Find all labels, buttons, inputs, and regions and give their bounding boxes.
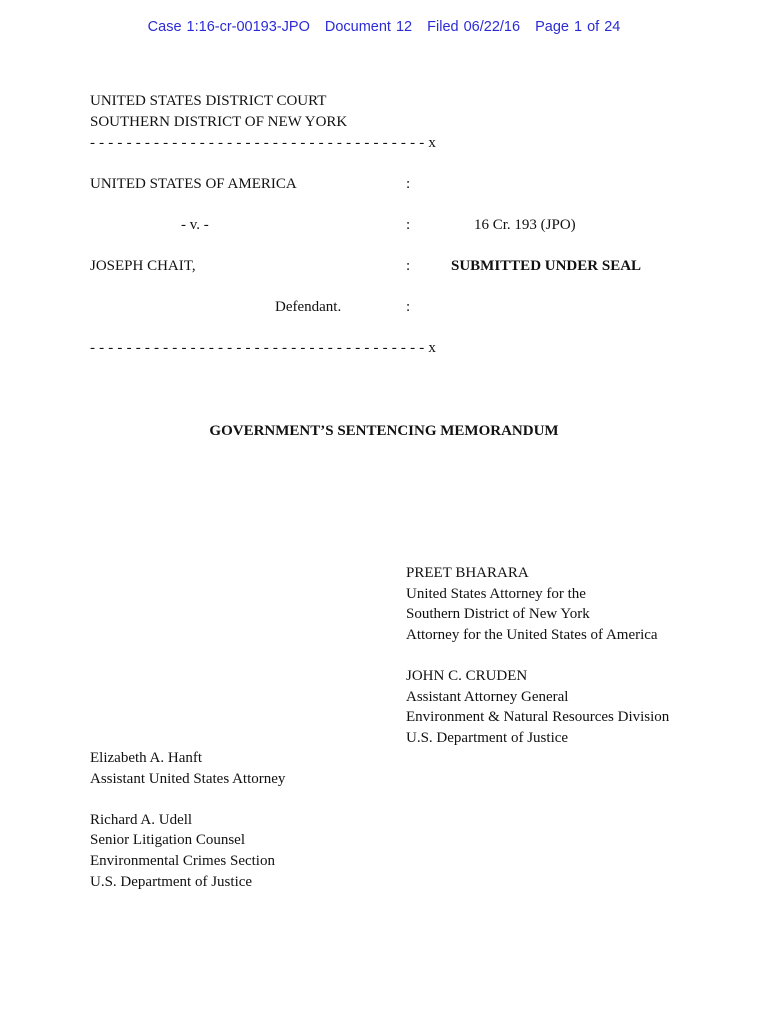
seal-notice: SUBMITTED UNDER SEAL (451, 258, 642, 274)
signature-line: Richard A. Udell (90, 811, 193, 828)
signature-line: United States Attorney for the (406, 585, 586, 602)
court-name: UNITED STATES DISTRICT COURT (90, 93, 327, 109)
signature-line: PREET BHARARA (406, 565, 529, 581)
signature-line: U.S. Department of Justice (406, 729, 569, 746)
caption-colon: : (406, 258, 411, 274)
signature-line: Environment & Natural Resources Division (406, 709, 670, 726)
filed-date-stamp: Filed 06/22/16 (427, 19, 521, 35)
defendant-label: Defendant. (275, 299, 342, 315)
signature-block-left (90, 748, 285, 892)
signature-line: Southern District of New York (406, 606, 590, 623)
case-number-stamp: Case 1:16-cr-00193-JPO (147, 19, 310, 35)
plaintiff-name: UNITED STATES OF AMERICA (90, 176, 297, 192)
signature-spacer (406, 645, 669, 666)
signature-line: U.S. Department of Justice (90, 873, 253, 890)
signature-line: Elizabeth A. Hanft (90, 750, 203, 766)
page-count-stamp: Page 1 of 24 (535, 19, 621, 35)
court-district: SOUTHERN DISTRICT OF NEW YORK (90, 114, 348, 130)
document-title: GOVERNMENT’S SENTENCING MEMORANDUM (209, 423, 559, 439)
signature-spacer (90, 789, 285, 810)
filing-header (0, 17, 768, 38)
signature-line: Attorney for the United States of America (406, 626, 658, 643)
caption-divider-bottom: - - - - - - - - - - - - - - - - - - - - - - - - - - - - - - - - - - - - - x (90, 340, 437, 356)
signature-line: Environmental Crimes Section (90, 852, 275, 869)
document-number-stamp: Document 12 (324, 19, 413, 35)
case-number: 16 Cr. 193 (JPO) (474, 217, 576, 233)
defendant-name: JOSEPH CHAIT, (90, 258, 196, 274)
caption-colon: : (406, 217, 411, 233)
caption-divider-top: - - - - - - - - - - - - - - - - - - - - - - - - - - - - - - - - - - - - - x (90, 135, 437, 151)
caption-colon: : (406, 299, 411, 315)
signature-line: Senior Litigation Counsel (90, 832, 245, 849)
signature-line: Assistant United States Attorney (90, 770, 286, 787)
signature-line: Assistant Attorney General (406, 688, 569, 705)
caption-colon: : (406, 176, 411, 192)
signature-line: JOHN C. CRUDEN (406, 667, 528, 684)
signature-block-right (406, 563, 669, 748)
versus-label: - v. - (181, 217, 209, 233)
